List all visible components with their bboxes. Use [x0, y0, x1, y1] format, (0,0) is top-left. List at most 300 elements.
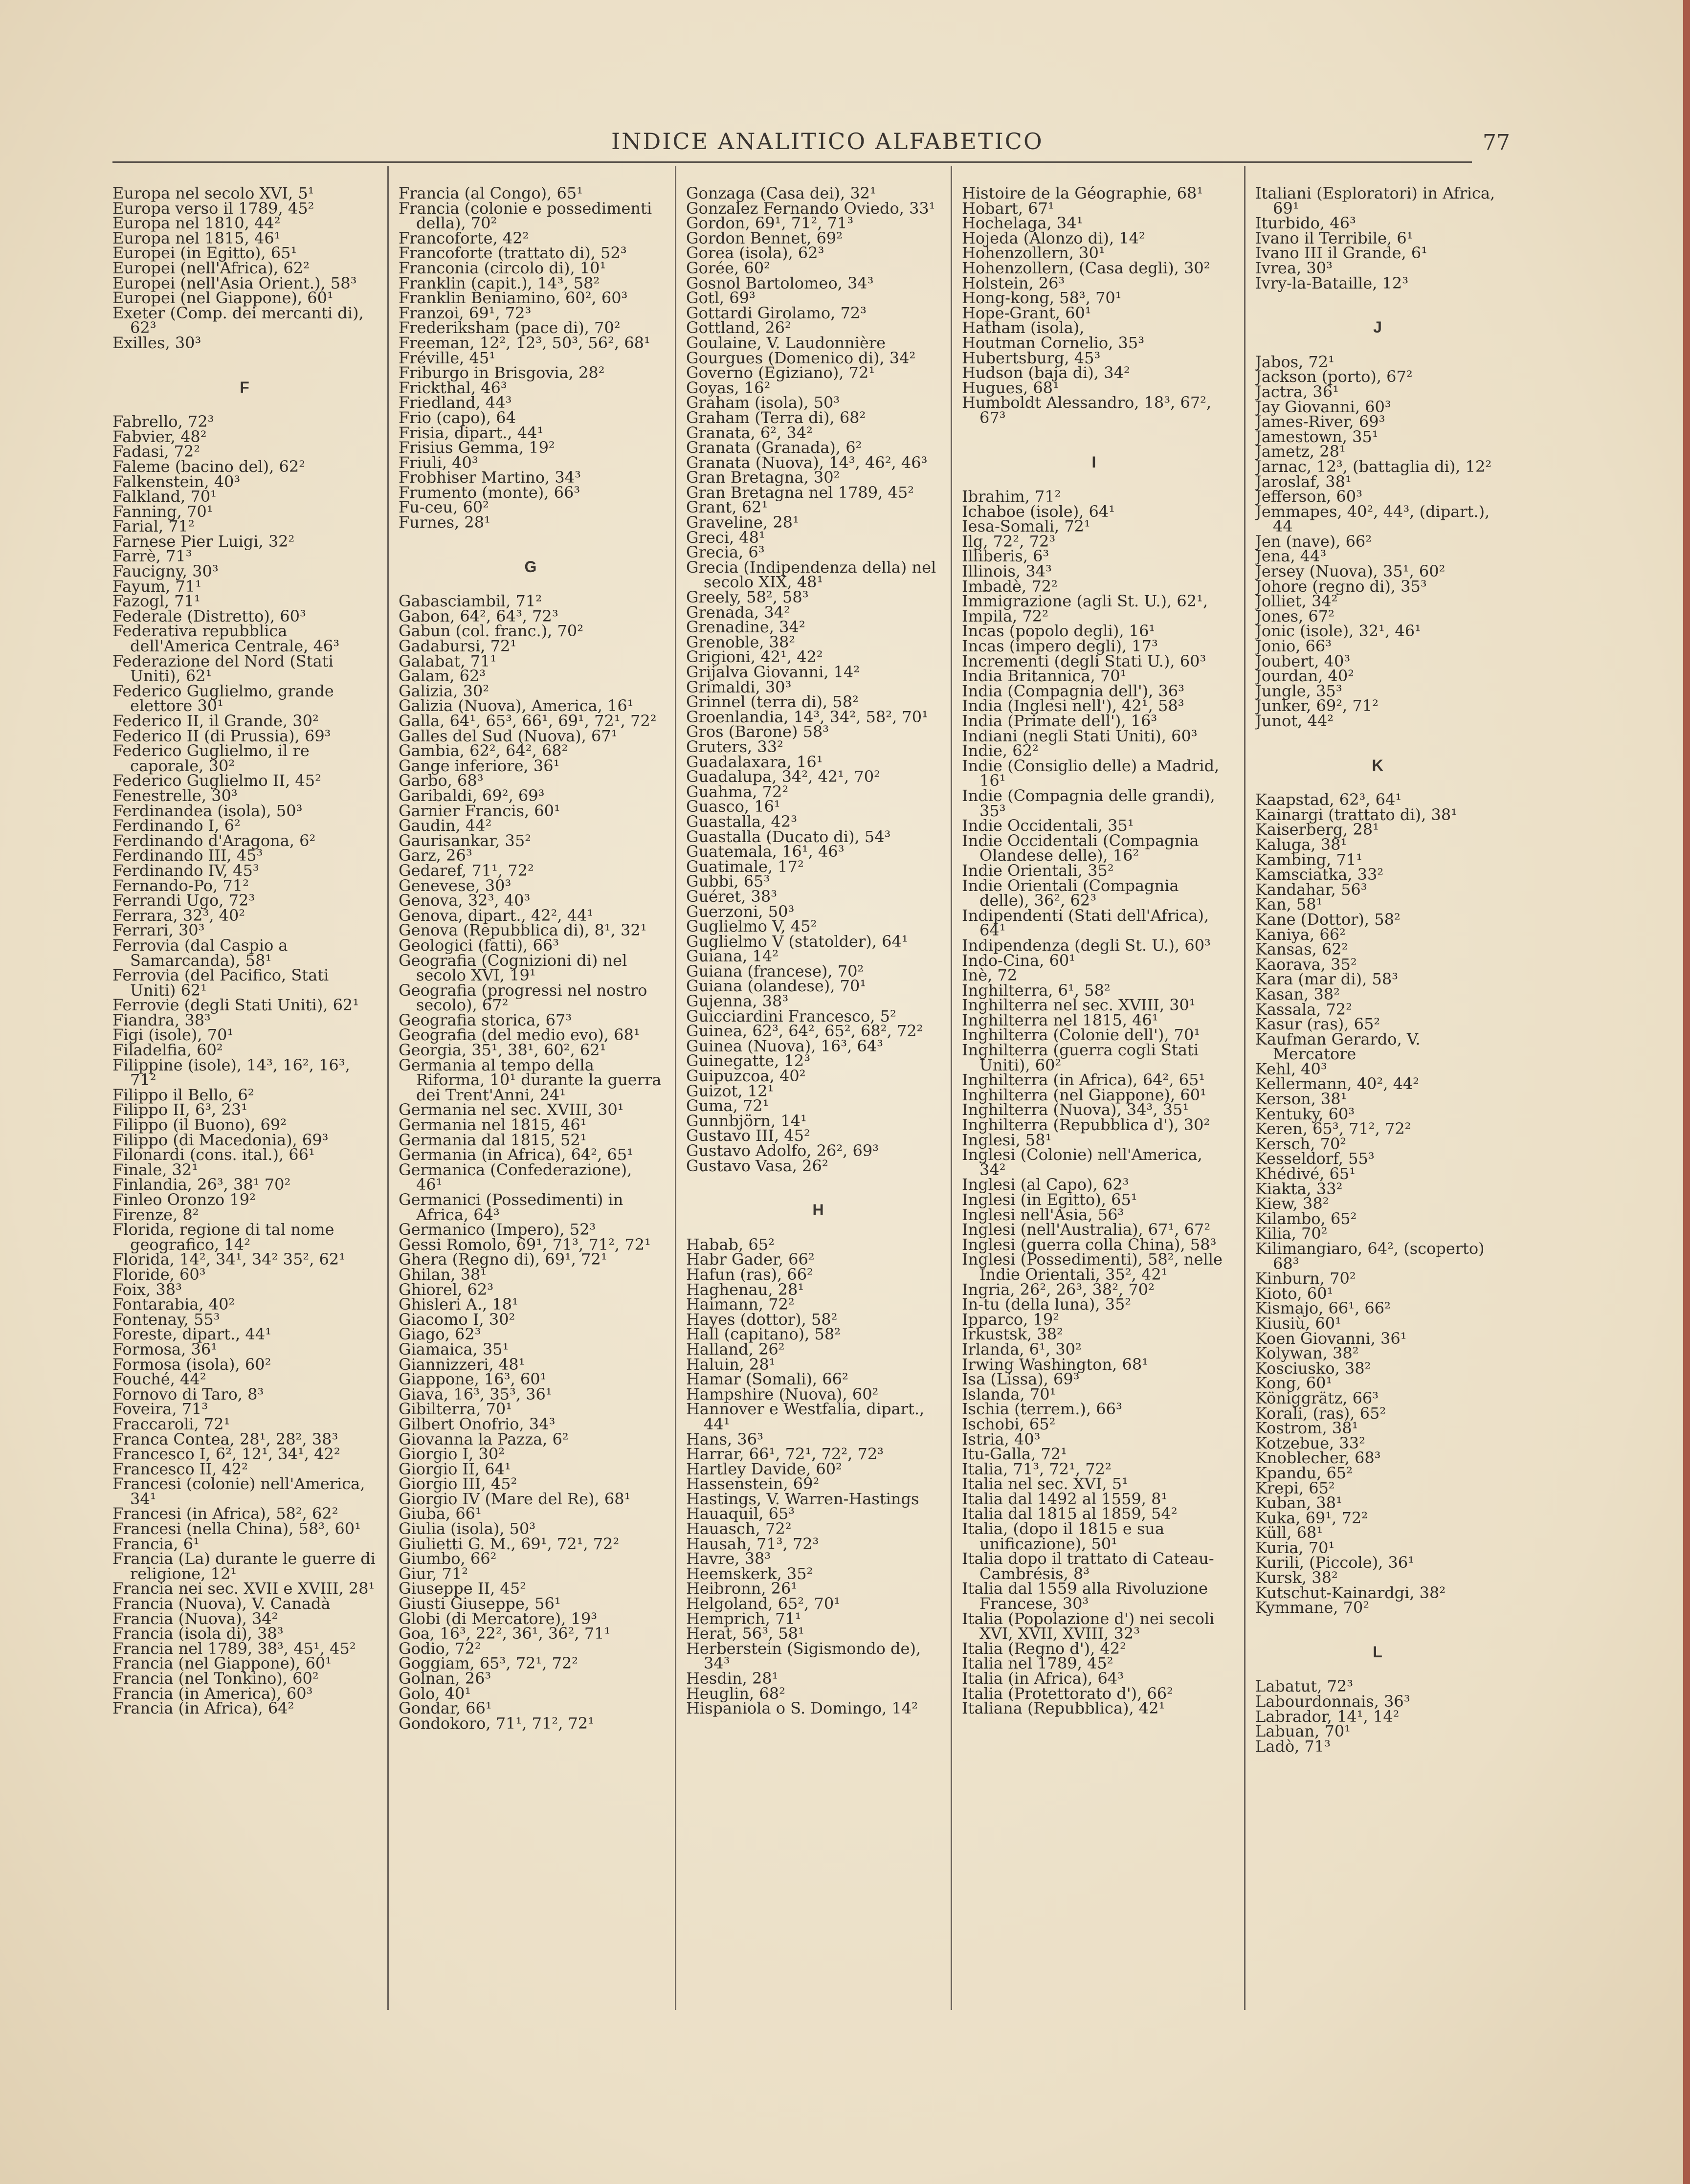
index-entry: Francesco I, 6², 12¹, 34¹, 42² — [112, 1445, 340, 1464]
index-entry: Giorgio III, 45² — [399, 1474, 517, 1493]
index-entry: Koen Giovanni, 36¹ — [1255, 1329, 1407, 1348]
column-divider — [675, 166, 676, 2010]
index-entry: Hong-kong, 58³, 70¹ — [962, 289, 1122, 308]
index-entry: Federico Guglielmo II, 45² — [112, 771, 321, 790]
index-entry: Hamar (Somali), 66² — [686, 1370, 848, 1389]
index-entry: Friedland, 44³ — [399, 393, 512, 412]
index-entry: Inglesi (al Capo), 62³ — [962, 1175, 1129, 1194]
index-entry: Kuria, 70¹ — [1255, 1538, 1335, 1557]
index-entry: Geologici (fatti), 66³ — [399, 936, 559, 955]
index-entry: Irlanda, 6¹, 30² — [962, 1339, 1082, 1359]
index-entry: Giuba, 66¹ — [399, 1504, 482, 1523]
index-entry: Fanning, 70¹ — [112, 502, 213, 521]
index-entry: Fabrello, 72³ — [112, 412, 214, 431]
index-entry: Europei (nel Giappone), 60¹ — [112, 289, 334, 308]
index-entry: Guinegatte, 12³ — [686, 1051, 811, 1070]
index-entry: Finale, 32¹ — [112, 1160, 199, 1179]
index-entry: Hassenstein, 69² — [686, 1474, 820, 1493]
index-entry: Guatemala, 16¹, 46³ — [686, 842, 845, 861]
index-entry: Gustavo Vasa, 26² — [686, 1156, 828, 1175]
index-entry: Fernando-Po, 71² — [112, 876, 249, 895]
index-entry: Inghilterra nel 1815, 46¹ — [962, 1010, 1158, 1029]
index-entry: Ferrandi Ugo, 72³ — [112, 891, 255, 910]
index-entry: Falkland, 70¹ — [112, 487, 217, 506]
index-entry: Jackson (porto), 67² — [1255, 367, 1413, 386]
index-entry: Europa verso il 1789, 45² — [112, 199, 314, 218]
index-entry: Europa nel 1810, 44² — [112, 214, 281, 233]
index-entry: Ferrovie (degli Stati Uniti), 62¹ — [112, 996, 359, 1015]
index-entry: Gourgues (Domenico di), 34² — [686, 348, 916, 367]
index-entry: Kolywan, 38² — [1255, 1344, 1359, 1363]
index-entry: Immigrazione (agli St. U.), 62¹, — [962, 592, 1208, 611]
index-entry: Gottland, 26² — [686, 318, 791, 337]
index-entry: Francia (Nuova), 34² — [112, 1609, 278, 1628]
index-entry: Guastalla, 42³ — [686, 812, 798, 831]
index-entry: Guglielmo V, 45² — [686, 917, 817, 936]
index-entry: Jungle, 35³ — [1255, 681, 1342, 700]
index-entry: Fenestrelle, 30³ — [112, 786, 238, 805]
index-entry: Ferdinando IV, 45³ — [112, 861, 259, 880]
index-entry: Gibilterra, 70¹ — [399, 1400, 512, 1419]
index-entry: Kehl, 40³ — [1255, 1059, 1327, 1078]
index-entry: Guiana, 14² — [686, 947, 779, 966]
index-entry: Galizia, 30² — [399, 681, 489, 700]
index-entry: Jaroslaf, 38¹ — [1255, 472, 1352, 491]
index-entry: Guasco, 16¹ — [686, 797, 780, 816]
index-entry: Krepi, 65² — [1255, 1478, 1335, 1497]
index-entry: Junot, 44² — [1255, 712, 1334, 730]
index-entry: Freeman, 12², 12³, 50³, 56², 68¹ — [399, 333, 650, 352]
index-entry: Iesa-Somali, 72¹ — [962, 517, 1090, 536]
index-entry: Federale (Distretto), 60³ — [112, 606, 306, 625]
index-entry: Hatham (isola), — [962, 318, 1085, 337]
index-entry: Kesseldorf, 55³ — [1255, 1149, 1375, 1168]
column-divider — [1244, 166, 1245, 2010]
index-entry: Guipuzcoa, 40² — [686, 1067, 806, 1086]
index-entry: Europei (nell'Asia Orient.), 58³ — [112, 273, 357, 292]
index-entry: Herat, 56³, 58¹ — [686, 1624, 804, 1643]
index-entry: Grecia, 6³ — [686, 543, 765, 562]
index-entry: Germanica (Confederazione), 46¹ — [399, 1160, 632, 1194]
index-entry: Frio (capo), 64 — [399, 408, 516, 427]
index-entry: Irwing Washington, 68¹ — [962, 1355, 1148, 1374]
index-entry: Greely, 58², 58³ — [686, 588, 809, 607]
index-entry: Kymmane, 70² — [1255, 1598, 1370, 1617]
index-entry: Gessi Romolo, 69¹, 71³, 71², 72¹ — [399, 1235, 651, 1254]
index-entry: Graveline, 28¹ — [686, 513, 799, 532]
index-entry: Gambia, 62², 64², 68² — [399, 741, 568, 760]
index-entry: Jolliet, 34² — [1255, 592, 1338, 611]
index-entry: Jones, 67² — [1255, 606, 1334, 625]
index-entry: Frobhiser Martino, 34³ — [399, 468, 581, 487]
index-entry: Knoblecher, 68³ — [1255, 1449, 1381, 1468]
index-entry: Kong, 60¹ — [1255, 1374, 1333, 1393]
index-entry: Hugues, 68¹ — [962, 378, 1059, 397]
index-entry: Kursk, 38² — [1255, 1568, 1338, 1587]
index-entry: Jay Giovanni, 60³ — [1255, 397, 1391, 416]
index-entry: Germanico (Impero), 52³ — [399, 1220, 596, 1239]
index-entry: Grimaldi, 30³ — [686, 677, 792, 696]
index-entry: Kilambo, 65² — [1255, 1209, 1357, 1228]
index-entry: Gaurisankar, 35² — [399, 831, 532, 850]
index-entry: Fontarabia, 40² — [112, 1295, 235, 1314]
index-entry: Fadasi, 72² — [112, 442, 200, 461]
index-entry: Francia (nel Giappone), 60¹ — [112, 1654, 332, 1673]
index-entry: Galabat, 71¹ — [399, 651, 497, 670]
index-entry: Kiusiù, 60¹ — [1255, 1314, 1341, 1333]
index-entry: Friuli, 40³ — [399, 453, 478, 472]
index-entry: Frederiksham (pace di), 70² — [399, 318, 621, 337]
index-entry: Kellermann, 40², 44² — [1255, 1074, 1420, 1093]
index-column-2 — [399, 186, 663, 2010]
index-entry: Italia dal 1492 al 1559, 8¹ — [962, 1489, 1168, 1508]
index-entry: Imbadè, 72² — [962, 577, 1058, 596]
index-entry: Kane (Dottor), 58² — [1255, 910, 1401, 929]
index-entry: Histoire de la Géographie, 68¹ — [962, 186, 1203, 202]
index-entry: Kutschut-Kainardgi, 38² — [1255, 1583, 1446, 1602]
index-entry: Giago, 62³ — [399, 1325, 481, 1344]
index-column-3 — [686, 186, 950, 2010]
index-entry: Galla, 64¹, 65³, 66¹, 69¹, 72¹, 72² — [399, 712, 657, 730]
index-entry: Geografia (del medio evo), 68¹ — [399, 1025, 640, 1045]
index-entry: Globi (di Mercatore), 19³ — [399, 1609, 598, 1628]
index-entry: Giulia (isola), 50³ — [399, 1519, 536, 1538]
index-entry: Indie Orientali (Compagnia delle), 36², 62³ — [962, 876, 1179, 910]
page-edge — [1683, 0, 1690, 2184]
index-entry: Grenada, 34² — [686, 602, 790, 622]
index-entry: Goulaine, V. Laudonnière — [686, 333, 886, 352]
index-entry: Francia nei sec. XVII e XVIII, 28¹ — [112, 1579, 375, 1598]
index-entry: Holstein, 26³ — [962, 273, 1065, 292]
index-entry: Galam, 62³ — [399, 667, 486, 686]
index-entry: Ingria, 26², 26³, 38², 70² — [962, 1280, 1155, 1299]
index-entry: Hartley Davide, 60² — [686, 1459, 842, 1478]
index-entry: Kansas, 62² — [1255, 940, 1348, 959]
index-entry: Inglesi (Possedimenti), 58², nelle Indie Orientali, 35², 42¹ — [962, 1250, 1223, 1284]
index-entry: Ilg, 72², 72³ — [962, 532, 1056, 551]
index-entry: Godio, 72² — [399, 1639, 481, 1658]
index-entry: Ladò, 71³ — [1255, 1737, 1331, 1756]
index-entry: Hesdin, 28¹ — [686, 1669, 778, 1688]
header-rule — [112, 161, 1472, 163]
index-entry: Königgrätz, 66³ — [1255, 1388, 1379, 1407]
index-entry: Kinburn, 70² — [1255, 1269, 1356, 1288]
index-entry: Indie Occidentali, 35¹ — [962, 816, 1134, 835]
index-entry: Federico Guglielmo, il re caporale, 30² — [112, 741, 310, 775]
index-entry: Junker, 69², 71² — [1255, 696, 1379, 715]
index-entry: Francesi (colonie) nell'America, 34¹ — [112, 1474, 365, 1508]
index-entry: Hemprich, 71¹ — [686, 1609, 801, 1628]
index-column-4 — [962, 186, 1226, 2010]
index-entry: Kambing, 71¹ — [1255, 850, 1363, 869]
index-entry: Indie Occidentali (Compagnia Olandese delle), 16² — [962, 831, 1199, 865]
index-entry: Giusti Giuseppe, 56¹ — [399, 1594, 561, 1613]
index-entry: Guiana (francese), 70² — [686, 961, 864, 981]
index-entry: Hauaquil, 65³ — [686, 1504, 795, 1523]
index-entry: Ghiorel, 62³ — [399, 1280, 494, 1299]
index-entry: Guinea, 62³, 64², 65², 68², 72² — [686, 1022, 923, 1041]
index-entry: Jen (nave), 66² — [1255, 532, 1372, 551]
index-entry: Ipparco, 19² — [962, 1310, 1060, 1329]
index-entry: Kilimangiaro, 64², (scoperto) 68³ — [1255, 1239, 1485, 1273]
index-entry: Giorgio II, 64¹ — [399, 1459, 511, 1478]
index-entry: Exilles, 30³ — [112, 333, 201, 352]
index-entry: Kamsciatka, 33² — [1255, 865, 1384, 884]
index-entry: Goyas, 16² — [686, 378, 771, 397]
index-entry: Kan, 58¹ — [1255, 895, 1323, 914]
index-entry: Inglesi (nell'Australia), 67¹, 67² — [962, 1220, 1211, 1239]
index-entry: Gujenna, 38³ — [686, 992, 789, 1011]
index-entry: Francia (La) durante le guerre di religione, 12¹ — [112, 1549, 376, 1583]
index-entry: Ferdinando I, 6² — [112, 816, 241, 835]
index-entry: Illinois, 34³ — [962, 562, 1052, 581]
index-entry: Garz, 26³ — [399, 846, 472, 865]
index-entry: Filippo II, 6³, 23¹ — [112, 1100, 248, 1119]
index-entry: Golnan, 26³ — [399, 1669, 491, 1688]
index-entry: India (Inglesi nell'), 42¹, 58³ — [962, 696, 1184, 715]
index-entry: Guinea (Nuova), 16³, 64³ — [686, 1036, 883, 1055]
index-entry: Frumento (monte), 66³ — [399, 483, 580, 502]
index-entry: Gabon, 64², 64³, 72³ — [399, 606, 558, 625]
index-entry: Ivrea, 30³ — [1255, 258, 1333, 277]
index-entry: Inghilterra nel sec. XVIII, 30¹ — [962, 996, 1196, 1015]
index-entry: Italia dal 1815 al 1859, 54² — [962, 1504, 1178, 1523]
index-entry: Gordon, 69¹, 71², 71³ — [686, 214, 854, 233]
index-entry: Italia (Protettorato d'), 66² — [962, 1684, 1173, 1703]
index-entry: Guéret, 38³ — [686, 887, 778, 906]
index-entry: Fu-ceu, 60² — [399, 498, 489, 517]
index-entry: Indiani (negli Stati Uniti), 60³ — [962, 726, 1198, 745]
index-entry: Francoforte, 42² — [399, 228, 529, 247]
index-entry: Hall (capitano), 58² — [686, 1325, 841, 1344]
index-entry: Farial, 71² — [112, 517, 195, 536]
index-entry: Hastings, V. Warren-Hastings — [686, 1489, 919, 1508]
index-entry: Franklin Beniamino, 60², 60³ — [399, 289, 628, 308]
index-entry: Hubertsburg, 45³ — [962, 348, 1101, 367]
section-letter: H — [812, 1201, 824, 1219]
index-entry: Ischobi, 65² — [962, 1414, 1056, 1433]
index-entry: Hohenzollern, (Casa degli), 30² — [962, 258, 1210, 277]
index-entry: Farnese Pier Luigi, 32² — [112, 532, 295, 551]
index-entry: Hausah, 71³, 72³ — [686, 1534, 819, 1553]
index-entry: Floride, 60³ — [112, 1265, 206, 1284]
index-entry: Joubert, 40³ — [1255, 651, 1351, 670]
index-entry: Francia (al Congo), 65¹ — [399, 186, 583, 202]
index-entry: Indipendenti (Stati dell'Africa), 64¹ — [962, 906, 1209, 940]
index-entry: Jourdan, 40² — [1255, 667, 1355, 686]
index-entry: Franklin (capit.), 14³, 58² — [399, 273, 600, 292]
index-entry: Florida, 14², 34¹, 34² 35², 62¹ — [112, 1250, 346, 1269]
index-entry: Itu-Galla, 72¹ — [962, 1445, 1067, 1464]
index-entry: Genova (Repubblica di), 8¹, 32¹ — [399, 921, 647, 940]
index-entry: Graham (Terra di), 68² — [686, 408, 866, 427]
index-entry: Italia (Regno d'), 42² — [962, 1639, 1126, 1658]
index-entry: Guglielmo V (statolder), 64¹ — [686, 932, 908, 951]
index-entry: Italia (Popolazione d') nei secoli XVI, XVII, XVIII, 32³ — [962, 1609, 1215, 1643]
index-entry: Ferrari, 30³ — [112, 921, 205, 940]
index-entry: Ivano III il Grande, 6¹ — [1255, 244, 1428, 263]
index-entry: Graham (isola), 50³ — [686, 393, 840, 412]
column-divider — [951, 166, 952, 2010]
index-entry: Inglesi (in Egitto), 65¹ — [962, 1190, 1137, 1209]
index-entry: Kuban, 38¹ — [1255, 1493, 1342, 1513]
index-entry: Francia, 6¹ — [112, 1534, 200, 1553]
index-entry: Kaufman Gerardo, V. Mercatore — [1255, 1029, 1421, 1064]
section-letter: I — [1091, 453, 1096, 471]
index-entry: Gottardi Girolamo, 72³ — [686, 303, 867, 322]
index-entry: Francesi (in Africa), 58², 62² — [112, 1504, 338, 1523]
index-entry: Geografia storica, 67³ — [399, 1010, 572, 1029]
index-entry: Jamestown, 35¹ — [1255, 427, 1379, 446]
index-entry: Incas (impero degli), 17³ — [962, 637, 1158, 656]
index-entry: Ghera (Regno di), 69¹, 72¹ — [399, 1250, 607, 1269]
index-entry: Genevese, 30³ — [399, 876, 511, 895]
index-entry: Jefferson, 60³ — [1255, 487, 1362, 506]
index-entry: Hayes (dottor), 58² — [686, 1310, 838, 1329]
index-entry: Italiani (Esploratori) in Africa, 69¹ — [1255, 186, 1495, 218]
index-entry: Kosciusko, 38² — [1255, 1359, 1371, 1378]
index-entry: Havre, 38³ — [686, 1549, 771, 1568]
index-entry: Gran Bretagna, 30² — [686, 468, 840, 487]
index-entry: Incas (popolo degli), 16¹ — [962, 622, 1156, 641]
index-entry: Giulietti G. M., 69¹, 72¹, 72² — [399, 1534, 620, 1553]
index-entry: Europei (nell'Africa), 62² — [112, 258, 310, 277]
index-entry: Foveira, 71³ — [112, 1400, 208, 1419]
index-entry: Gabun (col. franc.), 70² — [399, 622, 584, 641]
page-header-title: INDICE ANALITICO ALFABETICO — [611, 128, 1044, 155]
index-entry: Francia nel 1789, 38³, 45¹, 45² — [112, 1639, 356, 1658]
index-entry: Francia (in America), 60³ — [112, 1684, 313, 1703]
index-entry: Kara (mar di), 58³ — [1255, 970, 1398, 989]
index-entry: Kaapstad, 62³, 64¹ — [1255, 790, 1402, 809]
index-entry: Faucigny, 30³ — [112, 562, 219, 581]
index-entry: Germania nel sec. XVIII, 30¹ — [399, 1100, 624, 1119]
index-entry: Jemmapes, 40², 44³, (dipart.), 44 — [1255, 502, 1490, 536]
index-entry: Grigioni, 42¹, 42² — [686, 647, 823, 667]
index-entry: Gedaref, 71¹, 72² — [399, 861, 534, 880]
index-entry: Labatut, 72³ — [1255, 1677, 1354, 1696]
index-entry: Inglesi (guerra colla China), 58³ — [962, 1235, 1217, 1254]
index-entry: Kurili, (Piccole), 36¹ — [1255, 1553, 1415, 1572]
index-entry: Gordon Bennet, 69² — [686, 228, 843, 247]
index-entry: Inè, 72 — [962, 966, 1018, 985]
index-entry: Hohenzollern, 30¹ — [962, 244, 1105, 263]
index-entry: Gros (Barone) 58³ — [686, 722, 829, 741]
index-entry: Francesco II, 42² — [112, 1459, 248, 1478]
page-number: 77 — [1483, 130, 1510, 155]
index-entry: Golo, 40¹ — [399, 1684, 471, 1703]
index-entry: Filadelfia, 60² — [112, 1041, 223, 1060]
index-entry: Inghilterra (guerra cogli Stati Uniti), 60² — [962, 1041, 1199, 1074]
index-entry: Gruters, 33² — [686, 737, 783, 756]
index-entry: Giamaica, 35¹ — [399, 1339, 509, 1359]
index-entry: Giumbo, 66² — [399, 1549, 497, 1568]
index-entry: Giava, 16³, 35³, 36¹ — [399, 1384, 552, 1404]
index-entry: Italia nel 1789, 45² — [962, 1654, 1113, 1673]
index-entry: Guastalla (Ducato di), 54³ — [686, 827, 891, 846]
index-entry: Humboldt Alessandro, 18³, 67², 67³ — [962, 393, 1212, 427]
index-entry: Heuglin, 68² — [686, 1684, 785, 1703]
index-entry: Farrè, 71³ — [112, 547, 192, 566]
index-entry: Istria, 40³ — [962, 1429, 1041, 1449]
index-entry: Jersey (Nuova), 35¹, 60² — [1255, 562, 1445, 581]
index-entry: Guadalupa, 34², 42¹, 70² — [686, 767, 880, 786]
index-entry: Italia dopo il trattato di Cateau-Cambrésis, 8³ — [962, 1549, 1214, 1583]
index-entry: Inglesi (Colonie) nell'America, 34² — [962, 1145, 1202, 1179]
index-entry: Grenadine, 34² — [686, 618, 805, 637]
section-letter: L — [1373, 1643, 1382, 1661]
index-entry: Labourdonnais, 36³ — [1255, 1692, 1410, 1711]
index-entry: Hobart, 67¹ — [962, 199, 1054, 218]
section-letter: J — [1373, 318, 1382, 336]
index-entry: Italia dal 1559 alla Rivoluzione Francese, 30³ — [962, 1579, 1208, 1613]
index-entry: Foix, 38³ — [112, 1280, 182, 1299]
index-entry: Genova, dipart., 42², 44¹ — [399, 906, 594, 925]
index-entry: Jena, 44³ — [1255, 547, 1327, 566]
index-entry: Gunnbjörn, 14¹ — [686, 1111, 807, 1130]
index-entry: Ferdinando d'Aragona, 6² — [112, 831, 316, 850]
index-entry: Filippo (il Buono), 69² — [112, 1115, 287, 1135]
index-entry: Jactra, 36¹ — [1255, 382, 1339, 401]
index-entry: India (Compagnia dell'), 36³ — [962, 681, 1184, 700]
index-entry: Küll, 68¹ — [1255, 1523, 1323, 1542]
index-entry: Indie (Compagnia delle grandi), 35³ — [962, 786, 1215, 820]
index-entry: Europa nel 1815, 46¹ — [112, 228, 281, 247]
index-entry: Ghilan, 38¹ — [399, 1265, 487, 1284]
index-entry: Formosa, 36¹ — [112, 1339, 218, 1359]
index-entry: Kaorava, 35² — [1255, 955, 1357, 974]
index-entry: Guma, 72¹ — [686, 1096, 769, 1115]
index-entry: Gilbert Onofrio, 34³ — [399, 1414, 556, 1433]
index-entry: Falkenstein, 40³ — [112, 472, 241, 491]
index-entry: Garibaldi, 69², 69³ — [399, 786, 545, 805]
index-entry: Ibrahim, 71² — [962, 487, 1061, 506]
index-entry: Korali, (ras), 65² — [1255, 1404, 1386, 1423]
index-entry: Indie Orientali, 35² — [962, 861, 1114, 880]
index-entry: Kiakta, 33² — [1255, 1179, 1343, 1198]
index-entry: Franca Contea, 28¹, 28², 38³ — [112, 1429, 338, 1449]
section-letter: K — [1372, 756, 1383, 774]
index-entry: Fazogl, 71¹ — [112, 592, 200, 611]
index-entry: Kasur (ras), 65² — [1255, 1015, 1380, 1034]
index-entry: Figi (isole), 70¹ — [112, 1025, 234, 1045]
index-entry: Hans, 36³ — [686, 1429, 763, 1449]
index-entry: Hafun (ras), 66² — [686, 1265, 813, 1284]
index-entry: Gonzalez Fernando Oviedo, 33¹ — [686, 199, 935, 218]
index-entry: Gaudin, 44² — [399, 816, 492, 835]
index-entry: Kpandu, 65² — [1255, 1463, 1353, 1482]
index-entry: Fabvier, 48² — [112, 427, 207, 446]
index-entry: Khédivé, 65¹ — [1255, 1164, 1356, 1183]
index-entry: India (Primate dell'), 16³ — [962, 712, 1157, 730]
index-entry: Iturbido, 46³ — [1255, 214, 1356, 233]
index-entry: Guizot, 12¹ — [686, 1081, 774, 1100]
index-entry: Hauasch, 72² — [686, 1519, 792, 1538]
index-entry: Hope-Grant, 60¹ — [962, 303, 1091, 322]
index-entry: Gabasciambil, 71² — [399, 592, 542, 611]
index-entry: Helgoland, 65², 70¹ — [686, 1594, 841, 1613]
index-entry: Frisia, dipart., 44¹ — [399, 423, 544, 442]
index-entry: Francia (in Africa), 64² — [112, 1699, 294, 1718]
index-entry: Fiandra, 38³ — [112, 1010, 211, 1029]
index-entry: Indo-Cina, 60¹ — [962, 951, 1076, 970]
index-entry: Ghisleri A., 18¹ — [399, 1295, 518, 1314]
index-entry: Giovanna la Pazza, 6² — [399, 1429, 569, 1449]
index-entry: Ferrovia (dal Caspio a Samarcanda), 58¹ — [112, 936, 288, 970]
index-entry: Giorgio IV (Mare del Re), 68¹ — [399, 1489, 631, 1508]
index-entry: Francia (Nuova), V. Canadà — [112, 1594, 331, 1613]
index-entry: Italia, (dopo il 1815 e sua unificazione), 50¹ — [962, 1519, 1165, 1553]
